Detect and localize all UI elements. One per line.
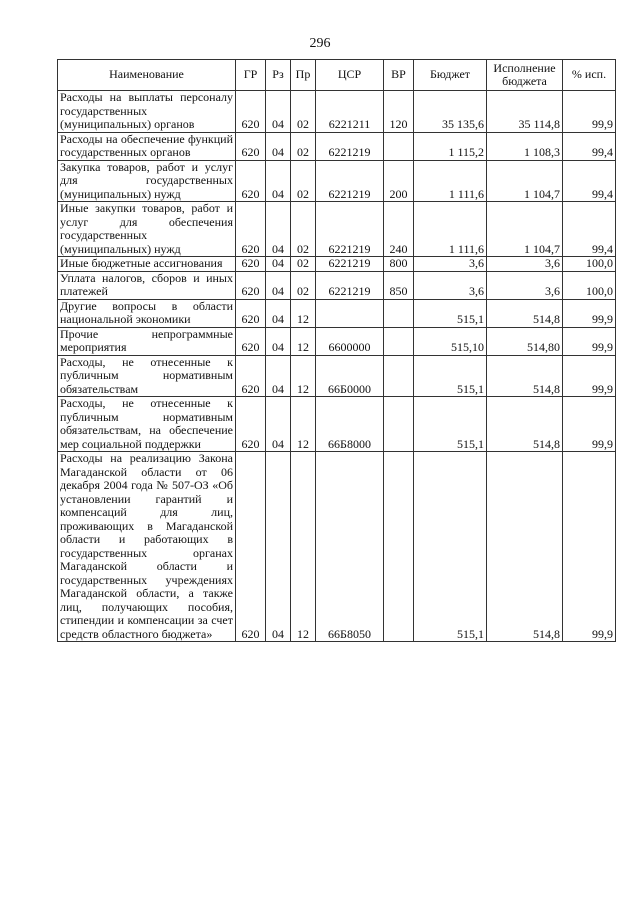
cell-rz: 04 xyxy=(266,271,291,299)
cell-csr: 66Б8000 xyxy=(316,397,384,452)
cell-pr: 02 xyxy=(291,132,316,160)
cell-vr: 800 xyxy=(384,257,414,272)
cell-execution: 3,6 xyxy=(487,257,563,272)
cell-vr xyxy=(384,397,414,452)
cell-gr: 620 xyxy=(236,132,266,160)
cell-csr: 6221211 xyxy=(316,91,384,133)
header-csr: ЦСР xyxy=(316,60,384,91)
cell-vr: 120 xyxy=(384,91,414,133)
cell-pr: 02 xyxy=(291,91,316,133)
cell-csr: 66Б0000 xyxy=(316,355,384,397)
cell-vr xyxy=(384,132,414,160)
cell-gr: 620 xyxy=(236,91,266,133)
cell-name: Иные закупки товаров, работ и услуг для обеспечения государственных (муниципальных) нужд xyxy=(58,202,236,257)
cell-pr: 12 xyxy=(291,327,316,355)
cell-csr: 66Б8050 xyxy=(316,452,384,642)
cell-pr: 02 xyxy=(291,202,316,257)
cell-name: Расходы на обеспечение функций государственных органов xyxy=(58,132,236,160)
cell-rz: 04 xyxy=(266,257,291,272)
cell-execution: 3,6 xyxy=(487,271,563,299)
cell-name: Прочие непрограммные мероприятия xyxy=(58,327,236,355)
cell-pr: 12 xyxy=(291,299,316,327)
cell-name: Уплата налогов, сборов и иных платежей xyxy=(58,271,236,299)
table-row xyxy=(58,257,616,272)
cell-csr: 6221219 xyxy=(316,160,384,202)
cell-budget: 1 115,2 xyxy=(414,132,487,160)
cell-budget: 515,1 xyxy=(414,355,487,397)
cell-csr: 6221219 xyxy=(316,202,384,257)
cell-pr: 12 xyxy=(291,397,316,452)
cell-execution: 514,8 xyxy=(487,397,563,452)
budget-table xyxy=(57,59,616,642)
cell-percent: 100,0 xyxy=(563,257,616,272)
header-execution: Исполнение бюджета xyxy=(487,60,563,91)
cell-budget: 515,1 xyxy=(414,397,487,452)
cell-csr xyxy=(316,299,384,327)
cell-csr: 6600000 xyxy=(316,327,384,355)
cell-percent: 99,9 xyxy=(563,397,616,452)
cell-percent: 99,9 xyxy=(563,452,616,642)
cell-gr: 620 xyxy=(236,355,266,397)
table-row xyxy=(58,91,616,133)
cell-gr: 620 xyxy=(236,160,266,202)
cell-vr xyxy=(384,355,414,397)
cell-vr: 850 xyxy=(384,271,414,299)
cell-vr: 240 xyxy=(384,202,414,257)
cell-budget: 515,10 xyxy=(414,327,487,355)
cell-name: Закупка товаров, работ и услуг для государственных (муниципальных) нужд xyxy=(58,160,236,202)
cell-pr: 02 xyxy=(291,160,316,202)
cell-budget: 3,6 xyxy=(414,271,487,299)
cell-percent: 99,9 xyxy=(563,327,616,355)
header-percent: % исп. xyxy=(563,60,616,91)
cell-gr: 620 xyxy=(236,397,266,452)
cell-percent: 99,4 xyxy=(563,202,616,257)
cell-csr: 6221219 xyxy=(316,132,384,160)
cell-gr: 620 xyxy=(236,452,266,642)
cell-name: Расходы на выплаты персоналу государственных (муниципальных) органов xyxy=(58,91,236,133)
header-name: Наименование xyxy=(58,60,236,91)
cell-pr: 02 xyxy=(291,271,316,299)
cell-execution: 1 108,3 xyxy=(487,132,563,160)
cell-percent: 99,4 xyxy=(563,132,616,160)
cell-budget: 1 111,6 xyxy=(414,160,487,202)
cell-vr: 200 xyxy=(384,160,414,202)
table-row xyxy=(58,355,616,397)
cell-name: Другие вопросы в области национальной экономики xyxy=(58,299,236,327)
cell-rz: 04 xyxy=(266,397,291,452)
table-row xyxy=(58,452,616,642)
header-vr: ВР xyxy=(384,60,414,91)
cell-name: Иные бюджетные ассигнования xyxy=(58,257,236,272)
table-row xyxy=(58,299,616,327)
cell-percent: 99,4 xyxy=(563,160,616,202)
table-row xyxy=(58,397,616,452)
cell-budget: 35 135,6 xyxy=(414,91,487,133)
table-row xyxy=(58,202,616,257)
cell-percent: 99,9 xyxy=(563,299,616,327)
cell-gr: 620 xyxy=(236,257,266,272)
header-pr: Пр xyxy=(291,60,316,91)
cell-rz: 04 xyxy=(266,299,291,327)
cell-vr xyxy=(384,452,414,642)
header-gr: ГР xyxy=(236,60,266,91)
cell-rz: 04 xyxy=(266,452,291,642)
cell-pr: 02 xyxy=(291,257,316,272)
page-number: 296 xyxy=(309,36,331,51)
cell-budget: 515,1 xyxy=(414,452,487,642)
cell-gr: 620 xyxy=(236,299,266,327)
cell-csr: 6221219 xyxy=(316,271,384,299)
table-row xyxy=(58,327,616,355)
cell-csr: 6221219 xyxy=(316,257,384,272)
cell-pr: 12 xyxy=(291,355,316,397)
cell-execution: 514,8 xyxy=(487,299,563,327)
cell-percent: 99,9 xyxy=(563,355,616,397)
cell-execution: 514,8 xyxy=(487,452,563,642)
cell-name: Расходы на реализацию Закона Магаданской области от 06 декабря 2004 года № 507-ОЗ «Об установлении гарантий и компенсаций для лиц, проживающих в Магаданской области и работающих в государственных органах Магаданской области и государственных учреждениях Магаданской области, а также лиц, получающих пособия, стипендии и компенсации за счет средств областного бюджета» xyxy=(58,452,236,642)
cell-gr: 620 xyxy=(236,327,266,355)
table-row xyxy=(58,160,616,202)
cell-rz: 04 xyxy=(266,355,291,397)
cell-budget: 515,1 xyxy=(414,299,487,327)
cell-execution: 514,80 xyxy=(487,327,563,355)
cell-percent: 99,9 xyxy=(563,91,616,133)
cell-gr: 620 xyxy=(236,202,266,257)
cell-vr xyxy=(384,299,414,327)
table-row xyxy=(58,271,616,299)
cell-percent: 100,0 xyxy=(563,271,616,299)
cell-budget: 3,6 xyxy=(414,257,487,272)
header-rz: Рз xyxy=(266,60,291,91)
cell-name: Расходы, не отнесенные к публичным нормативным обязательствам, на обеспечение мер социальной поддержки xyxy=(58,397,236,452)
cell-execution: 1 104,7 xyxy=(487,160,563,202)
cell-execution: 514,8 xyxy=(487,355,563,397)
table-row xyxy=(58,132,616,160)
cell-execution: 35 114,8 xyxy=(487,91,563,133)
cell-execution: 1 104,7 xyxy=(487,202,563,257)
cell-budget: 1 111,6 xyxy=(414,202,487,257)
cell-rz: 04 xyxy=(266,202,291,257)
cell-pr: 12 xyxy=(291,452,316,642)
cell-vr xyxy=(384,327,414,355)
cell-rz: 04 xyxy=(266,160,291,202)
cell-rz: 04 xyxy=(266,132,291,160)
cell-rz: 04 xyxy=(266,327,291,355)
header-budget: Бюджет xyxy=(414,60,487,91)
table-header-row xyxy=(58,60,616,91)
cell-gr: 620 xyxy=(236,271,266,299)
cell-name: Расходы, не отнесенные к публичным нормативным обязательствам xyxy=(58,355,236,397)
cell-rz: 04 xyxy=(266,91,291,133)
